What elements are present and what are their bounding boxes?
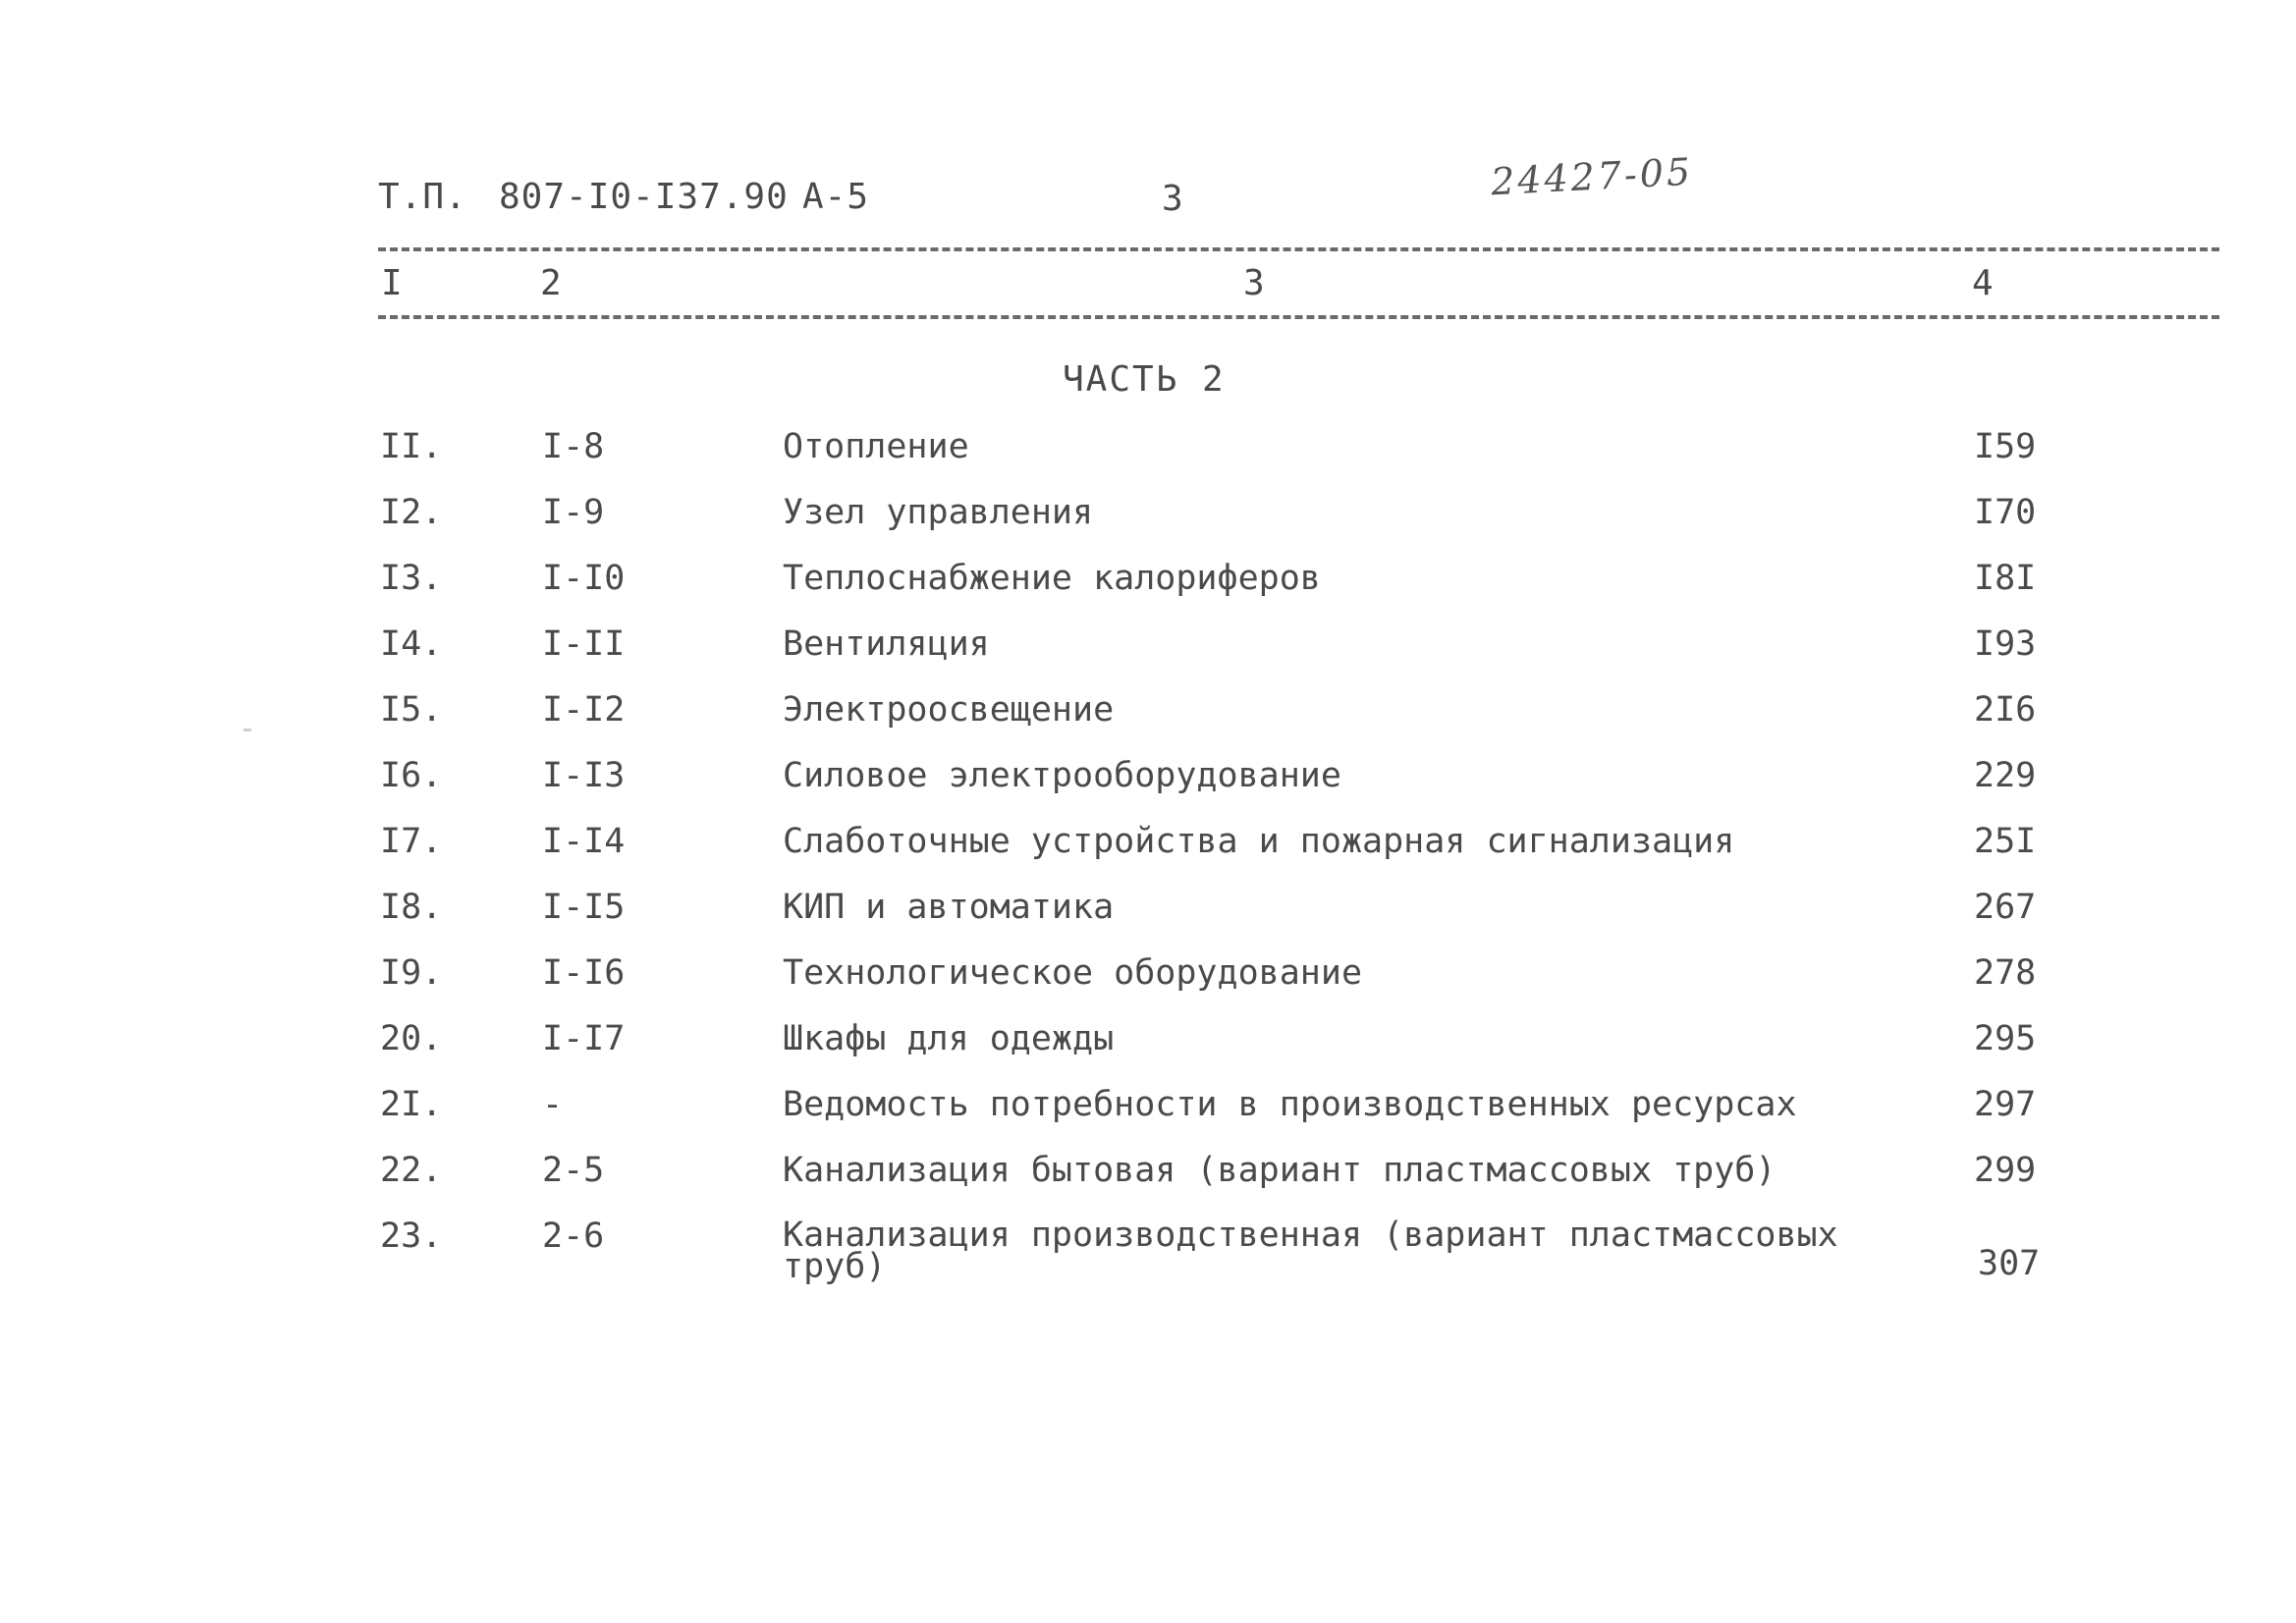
table-row xyxy=(0,690,2296,752)
row-title: Шкафы для одежды xyxy=(783,1019,1115,1058)
handwritten-number: 24427-05 xyxy=(1489,149,1695,204)
row-code: 2-6 xyxy=(542,1217,605,1256)
table-row xyxy=(0,493,2296,555)
row-number: I5. xyxy=(380,690,443,730)
header-divider-bottom xyxy=(378,315,2219,319)
column-number-3: 3 xyxy=(1243,263,1265,303)
table-row xyxy=(0,953,2296,1015)
row-number: I2. xyxy=(380,493,443,532)
row-title: Слаботочные устройства и пожарная сигнализация xyxy=(783,822,1735,861)
column-number-2: 2 xyxy=(540,263,562,303)
row-page: 299 xyxy=(1974,1151,2037,1190)
row-title: Технологическое оборудование xyxy=(783,953,1363,993)
row-title: Вентиляция xyxy=(783,624,990,664)
table-row xyxy=(0,1151,2296,1213)
row-code: - xyxy=(542,1085,564,1124)
table-row xyxy=(0,822,2296,884)
row-title: Канализация бытовая (вариант пластмассовых труб) xyxy=(783,1151,1777,1190)
row-title: Теплоснабжение калориферов xyxy=(783,559,1321,598)
row-code: I-I6 xyxy=(542,953,626,993)
table-row xyxy=(0,756,2296,818)
row-title: Отопление xyxy=(783,427,969,466)
row-code: I-I5 xyxy=(542,888,626,927)
row-title: КИП и автоматика xyxy=(783,888,1115,927)
row-page: I93 xyxy=(1974,624,2037,664)
row-page: 278 xyxy=(1974,953,2037,993)
row-title: Канализация производственная (вариант пластмассовых труб) xyxy=(783,1216,1838,1286)
row-number: I6. xyxy=(380,756,443,795)
row-page: 295 xyxy=(1974,1019,2037,1058)
row-number: I9. xyxy=(380,953,443,993)
row-code: I-I3 xyxy=(542,756,626,795)
row-page: 267 xyxy=(1974,888,2037,927)
row-number: I7. xyxy=(380,822,443,861)
table-row xyxy=(0,559,2296,621)
scan-speck xyxy=(244,729,251,731)
album-label: А-5 xyxy=(802,177,870,217)
row-number: 22. xyxy=(380,1151,443,1190)
row-code: I-I4 xyxy=(542,822,626,861)
row-code: I-II xyxy=(542,624,626,664)
row-page: 25I xyxy=(1974,822,2037,861)
row-code: I-I0 xyxy=(542,559,626,598)
part-title: ЧАСТЬ 2 xyxy=(1063,359,1226,400)
row-number: II. xyxy=(380,427,443,466)
row-code: I-I2 xyxy=(542,690,626,730)
column-number-1: I xyxy=(381,263,403,303)
page-number: 3 xyxy=(1162,179,1184,219)
row-number: 20. xyxy=(380,1019,443,1058)
doc-prefix: Т.П. xyxy=(378,177,467,217)
row-title: Ведомость потребности в производственных ресурсах xyxy=(783,1085,1797,1124)
table-row xyxy=(0,1085,2296,1147)
row-page: I70 xyxy=(1974,493,2037,532)
row-page: 297 xyxy=(1974,1085,2037,1124)
row-number: 23. xyxy=(380,1217,443,1256)
row-code: I-I7 xyxy=(542,1019,626,1058)
row-code: I-9 xyxy=(542,493,605,532)
row-number: I8. xyxy=(380,888,443,927)
row-number: I3. xyxy=(380,559,443,598)
row-number: I4. xyxy=(380,624,443,664)
table-row xyxy=(0,1019,2296,1081)
row-page: I8I xyxy=(1974,559,2037,598)
row-title: Узел управления xyxy=(783,493,1094,532)
doc-code: 807-I0-I37.90 xyxy=(499,177,789,217)
row-number: 2I. xyxy=(380,1085,443,1124)
row-code: I-8 xyxy=(542,427,605,466)
table-row xyxy=(0,1216,2296,1298)
table-row xyxy=(0,888,2296,949)
row-page: 2I6 xyxy=(1974,690,2037,730)
table-row xyxy=(0,427,2296,489)
column-number-4: 4 xyxy=(1972,263,1994,303)
row-page: 307 xyxy=(1978,1244,2041,1283)
table-row xyxy=(0,624,2296,686)
row-page: I59 xyxy=(1974,427,2037,466)
row-title: Электроосвещение xyxy=(783,690,1115,730)
header-divider-top xyxy=(378,247,2219,251)
row-title: Силовое электрооборудование xyxy=(783,756,1341,795)
row-page: 229 xyxy=(1974,756,2037,795)
row-code: 2-5 xyxy=(542,1151,605,1190)
